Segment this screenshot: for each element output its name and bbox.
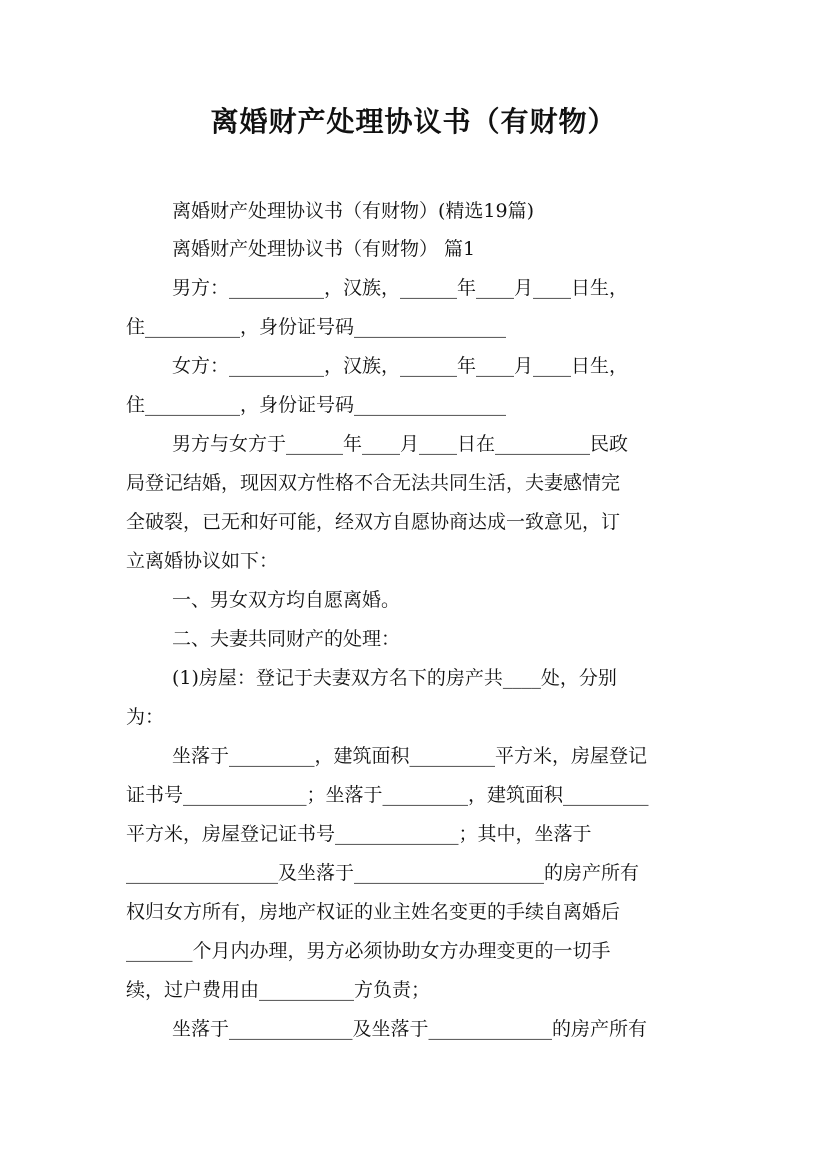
doc-line-marriage-2: 局登记结婚，现因双方性格不合无法共同生活，夫妻感情完: [126, 472, 621, 494]
doc-line-heading: 离婚财产处理协议书（有财物） 篇1: [172, 238, 476, 260]
doc-line-male: 男方：__________，汉族，______年____月____日生，: [172, 277, 629, 299]
doc-line-house-1: (1)房屋：登记于夫妻双方名下的房产共____处，分别: [172, 667, 617, 689]
doc-line-marriage-3: 全破裂，已无和好可能，经双方自愿协商达成一致意见，订: [126, 511, 621, 533]
doc-line-house-8: _______个月内办理，男方必须协助女方办理变更的一切手: [126, 940, 611, 962]
doc-line-subtitle: 离婚财产处理协议书（有财物）(精选19篇): [172, 200, 535, 222]
document-title: 离婚财产处理协议书（有财物）: [210, 105, 617, 138]
doc-line-house-4: 证书号_____________；坐落于_________，建筑面积_________: [126, 784, 649, 806]
doc-line-house-7: 权归女方所有，房地产权证的业主姓名变更的手续自离婚后: [126, 901, 621, 923]
doc-line-female: 女方：__________，汉族，______年____月____日生，: [172, 355, 629, 377]
doc-line-house-9: 续，过户费用由__________方负责；: [126, 979, 431, 1001]
doc-line-item-1: 一、男女双方均自愿离婚。: [172, 589, 401, 611]
doc-line-house-2: 为：: [126, 706, 165, 728]
doc-line-male-address: 住__________，身份证号码________________: [126, 316, 507, 338]
doc-line-marriage-4: 立离婚协议如下：: [126, 550, 279, 572]
doc-line-house-5: 平方米，房屋登记证书号_____________；其中，坐落于: [126, 823, 592, 845]
doc-line-house-6: ________________及坐落于____________________的房产所有: [126, 862, 640, 884]
doc-line-house-10: 坐落于_____________及坐落于_____________的房产所有: [172, 1018, 648, 1040]
doc-line-female-address: 住__________，身份证号码________________: [126, 394, 507, 416]
doc-line-item-2: 二、夫妻共同财产的处理：: [172, 628, 401, 650]
doc-line-house-3: 坐落于_________，建筑面积_________平方米，房屋登记: [172, 745, 648, 767]
doc-line-marriage-1: 男方与女方于______年____月____日在__________民政: [172, 433, 629, 455]
